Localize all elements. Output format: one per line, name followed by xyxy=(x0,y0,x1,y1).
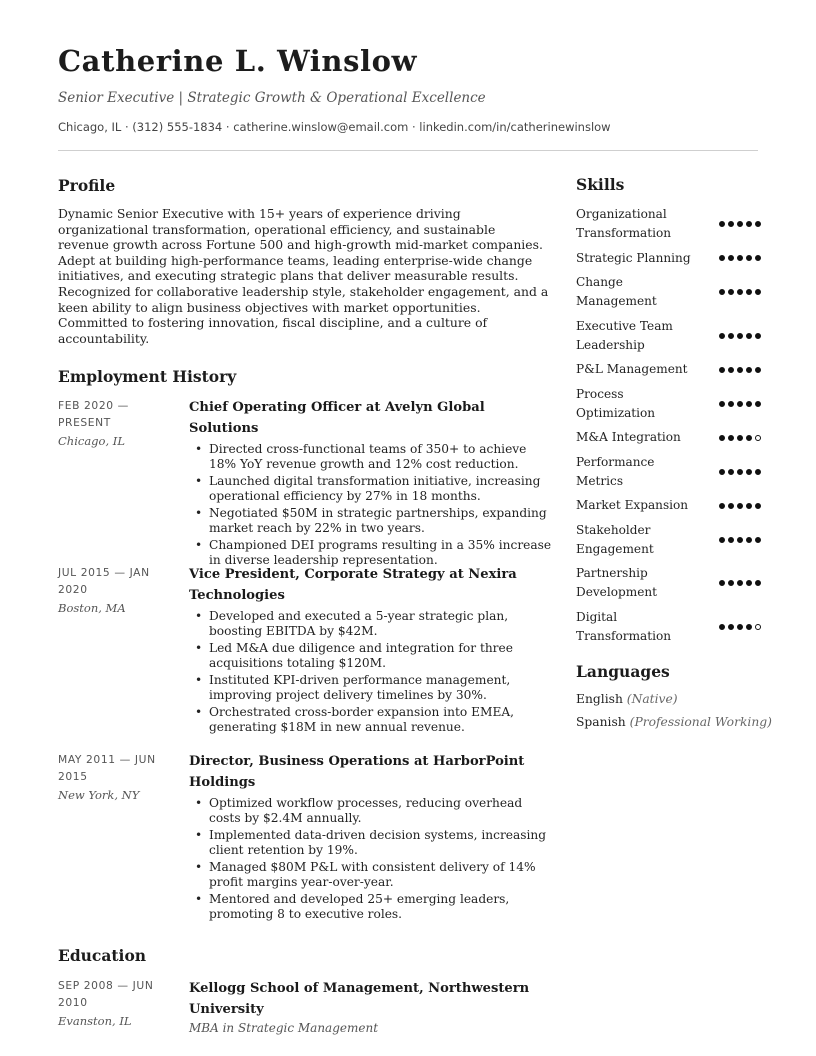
rating-dot-filled xyxy=(737,537,743,543)
rating-dot-filled xyxy=(719,537,725,543)
skill-name: Partnership Development xyxy=(576,566,658,599)
education-heading: Education xyxy=(58,946,147,965)
rating-dot-filled xyxy=(737,435,743,441)
rating-dot-filled xyxy=(719,333,725,339)
rating-dot-empty xyxy=(755,435,761,441)
job-bullet: • Launched digital transformation initiative, increasing operational efficiency by 27% in 18 months. xyxy=(195,473,541,504)
job-bullet: • Instituted KPI-driven performance management, improving project delivery timelines by 30%. xyxy=(195,672,511,703)
rating-dot-filled xyxy=(737,624,743,630)
job-bullets xyxy=(189,609,554,735)
job-title: Chief Operating Officer at Avelyn Global Solutions xyxy=(189,400,485,436)
job-bullet: • Developed and executed a 5-year strategic plan, boosting EBITDA by $42M. xyxy=(195,609,509,639)
rating-dot-filled xyxy=(746,537,752,543)
degree-name: MBA in Strategic Management xyxy=(189,1021,379,1035)
job-bullet: • Orchestrated cross-border expansion into EMEA, generating $18M in new annual revenue. xyxy=(195,704,515,734)
rating-dot-empty xyxy=(755,624,761,630)
job-bullet: • Directed cross-functional teams of 350+ to achieve 18% YoY revenue growth and 12% cost reduction. xyxy=(195,442,527,472)
rating-dot-filled xyxy=(746,503,752,509)
skill-name: Market Expansion xyxy=(576,498,689,512)
education-location: Evanston, IL xyxy=(58,1014,132,1028)
language-level: (Native) xyxy=(626,692,678,706)
rating-dot-filled xyxy=(755,367,761,373)
rating-dot-filled xyxy=(746,289,752,295)
language-name: English xyxy=(576,692,623,706)
school-name: Kellogg School of Management, Northwestern University xyxy=(189,981,530,1017)
rating-dot-filled xyxy=(728,580,734,586)
job-bullet: • Implemented data-driven decision systems, increasing client retention by 19%. xyxy=(195,827,547,858)
profile-summary: Dynamic Senior Executive with 15+ years of experience driving organizational transformation, operational efficiency, and sustainable revenue growth across Fortune 500 and high-growth mid-market companies. Adept at building high-performance teams, leading enterprise-wide change initiatives, and executing strategic plans that deliver measurable results. Recognized for collaborative leadership style, stakeholder engagement, and a keen ability to align business objectives with market opportunities. Committed to fostering innovation, fiscal discipline, and a culture of accountability. xyxy=(58,206,549,346)
skill-rating xyxy=(719,289,761,295)
job-dates: JUL 2015 — JAN 2020 xyxy=(58,566,150,596)
rating-dot-filled xyxy=(746,469,752,475)
rating-dot-filled xyxy=(746,435,752,441)
rating-dot-filled xyxy=(755,469,761,475)
contact-line: Chicago, IL · (312) 555-1834 · catherine.winslow@email.com · linkedin.com/in/catherinewinslow xyxy=(58,120,611,134)
skill-name: Organizational Transformation xyxy=(576,207,672,240)
rating-dot-filled xyxy=(755,401,761,407)
skill-item xyxy=(576,564,761,602)
rating-dot-filled xyxy=(737,255,743,261)
rating-dot-filled xyxy=(737,469,743,475)
skill-rating xyxy=(719,624,761,630)
skill-rating xyxy=(719,435,761,441)
languages-heading: Languages xyxy=(576,662,670,681)
rating-dot-filled xyxy=(746,367,752,373)
job-dates: MAY 2011 — JUN 2015 xyxy=(58,753,156,783)
rating-dot-filled xyxy=(728,469,734,475)
skill-item xyxy=(576,453,761,491)
job-1-meta xyxy=(58,398,176,448)
rating-dot-filled xyxy=(737,221,743,227)
language-item xyxy=(576,715,772,729)
skill-name: Change Management xyxy=(576,275,657,308)
education-dates: SEP 2008 — JUN 2010 xyxy=(58,979,154,1009)
language-name: Spanish xyxy=(576,715,626,729)
skill-rating xyxy=(719,537,761,543)
skill-item xyxy=(576,385,761,423)
skill-item xyxy=(576,428,761,447)
skill-item xyxy=(576,496,761,515)
rating-dot-filled xyxy=(746,221,752,227)
rating-dot-filled xyxy=(755,221,761,227)
rating-dot-filled xyxy=(737,333,743,339)
job-2-meta xyxy=(58,565,176,615)
education-1-meta xyxy=(58,978,176,1028)
skill-item xyxy=(576,249,761,268)
skill-rating xyxy=(719,255,761,261)
rating-dot-filled xyxy=(755,503,761,509)
rating-dot-filled xyxy=(755,333,761,339)
candidate-tagline: Senior Executive | Strategic Growth & Operational Excellence xyxy=(58,90,486,106)
rating-dot-filled xyxy=(737,289,743,295)
employment-heading: Employment History xyxy=(58,367,237,386)
rating-dot-filled xyxy=(746,580,752,586)
rating-dot-filled xyxy=(746,401,752,407)
rating-dot-filled xyxy=(728,435,734,441)
job-bullet: • Championed DEI programs resulting in a 35% increase in diverse leadership representation. xyxy=(195,537,552,567)
job-bullet: • Mentored and developed 25+ emerging leaders, promoting 8 to executive roles. xyxy=(195,891,510,921)
rating-dot-filled xyxy=(728,401,734,407)
rating-dot-filled xyxy=(755,537,761,543)
job-bullet: • Optimized workflow processes, reducing overhead costs by $2.4M annually. xyxy=(195,796,523,826)
skill-item xyxy=(576,608,761,646)
rating-dot-filled xyxy=(719,469,725,475)
rating-dot-filled xyxy=(728,537,734,543)
rating-dot-filled xyxy=(719,289,725,295)
rating-dot-filled xyxy=(719,580,725,586)
job-bullets xyxy=(189,796,554,922)
rating-dot-filled xyxy=(728,255,734,261)
rating-dot-filled xyxy=(719,503,725,509)
rating-dot-filled xyxy=(719,435,725,441)
header-divider xyxy=(58,150,758,151)
job-1 xyxy=(189,398,554,570)
job-dates: FEB 2020 — PRESENT xyxy=(58,399,129,429)
rating-dot-filled xyxy=(719,401,725,407)
language-level: (Professional Working) xyxy=(629,715,772,729)
skills-list xyxy=(576,205,761,651)
rating-dot-filled xyxy=(719,255,725,261)
job-bullets xyxy=(189,442,554,568)
skill-rating xyxy=(719,367,761,373)
skill-name: Process Optimization xyxy=(576,386,656,420)
job-title: Director, Business Operations at HarborPoint Holdings xyxy=(189,754,525,790)
job-location: Chicago, IL xyxy=(58,434,125,448)
job-bullet: • Led M&A due diligence and integration for three acquisitions totaling $120M. xyxy=(195,640,513,671)
candidate-name: Catherine L. Winslow xyxy=(58,44,418,78)
rating-dot-filled xyxy=(755,289,761,295)
rating-dot-filled xyxy=(728,503,734,509)
rating-dot-filled xyxy=(728,289,734,295)
job-3-meta xyxy=(58,752,176,802)
skill-name: Executive Team Leadership xyxy=(576,318,673,352)
skill-rating xyxy=(719,503,761,509)
job-location: New York, NY xyxy=(58,788,140,802)
skill-rating xyxy=(719,221,761,227)
job-bullet: • Negotiated $50M in strategic partnerships, expanding market reach by 22% in two years. xyxy=(195,505,547,536)
rating-dot-filled xyxy=(755,580,761,586)
rating-dot-filled xyxy=(737,367,743,373)
rating-dot-filled xyxy=(728,367,734,373)
rating-dot-filled xyxy=(737,503,743,509)
skill-name: Stakeholder Engagement xyxy=(576,522,654,556)
rating-dot-filled xyxy=(728,624,734,630)
language-item xyxy=(576,692,678,706)
skill-name: Digital Transformation xyxy=(576,609,672,643)
skill-rating xyxy=(719,333,761,339)
rating-dot-filled xyxy=(746,624,752,630)
job-title: Vice President, Corporate Strategy at Nexira Technologies xyxy=(189,567,517,603)
skill-item xyxy=(576,273,761,311)
skill-item xyxy=(576,205,761,243)
rating-dot-filled xyxy=(737,401,743,407)
rating-dot-filled xyxy=(719,367,725,373)
skill-rating xyxy=(719,401,761,407)
rating-dot-filled xyxy=(719,624,725,630)
skill-name: Strategic Planning xyxy=(576,250,691,265)
skill-rating xyxy=(719,469,761,475)
skills-heading: Skills xyxy=(576,175,625,194)
job-2 xyxy=(189,565,554,737)
rating-dot-filled xyxy=(746,333,752,339)
skill-item xyxy=(576,360,761,379)
skill-item xyxy=(576,521,761,559)
rating-dot-filled xyxy=(746,255,752,261)
skill-name: M&A Integration xyxy=(576,430,681,444)
skill-item xyxy=(576,317,761,355)
profile-heading: Profile xyxy=(58,176,116,195)
skill-rating xyxy=(719,580,761,586)
rating-dot-filled xyxy=(728,221,734,227)
rating-dot-filled xyxy=(737,580,743,586)
rating-dot-filled xyxy=(755,255,761,261)
job-3 xyxy=(189,752,554,924)
job-bullet: • Managed $80M P&L with consistent delivery of 14% profit margins year-over-year. xyxy=(195,859,536,890)
education-1 xyxy=(189,979,554,1035)
rating-dot-filled xyxy=(719,221,725,227)
skill-name: Performance Metrics xyxy=(576,454,655,488)
rating-dot-filled xyxy=(728,333,734,339)
skill-name: P&L Management xyxy=(576,362,688,376)
job-location: Boston, MA xyxy=(58,601,126,615)
